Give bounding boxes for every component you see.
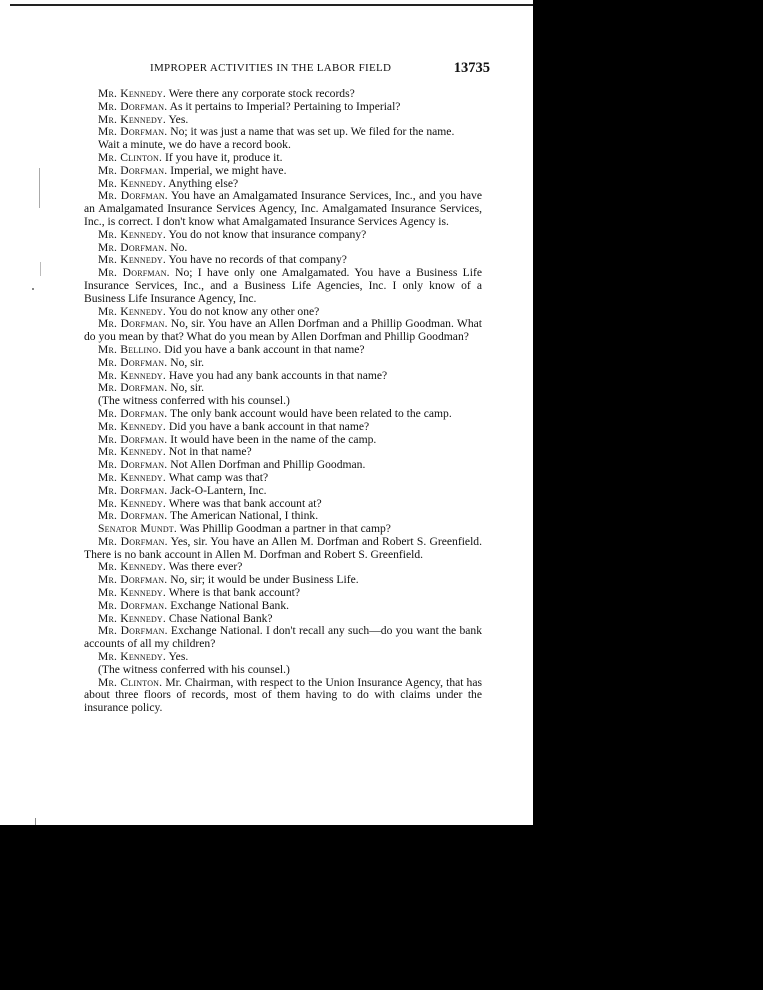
statement-text: Chase National Bank? — [166, 611, 273, 625]
statement-text: Exchange National. I don't recall any such—do you want the bank accounts of all my children? — [84, 624, 482, 651]
testimony-paragraph — [84, 190, 482, 228]
statement-text: Was Phillip Goodman a partner in that camp? — [176, 522, 391, 536]
testimony-body — [84, 88, 482, 715]
speaker-name: Mr. Dorfman. — [98, 99, 168, 113]
statement-text: You do not know that insurance company? — [166, 227, 367, 241]
statement-text: No. — [167, 240, 188, 254]
speaker-name: Mr. Kennedy. — [98, 112, 166, 126]
speaker-name: Mr. Kennedy. — [98, 227, 166, 241]
statement-text: Exchange National Bank. — [167, 598, 290, 612]
speaker-name: Mr. Dorfman. — [98, 266, 170, 280]
speaker-name: Mr. Dorfman. — [98, 355, 168, 369]
speaker-name: Mr. Dorfman. — [98, 406, 168, 420]
statement-text: Imperial, we might have. — [167, 163, 287, 177]
speaker-name: Mr. Clinton. — [98, 675, 163, 689]
statement-text: The American National, I think. — [167, 509, 319, 523]
speaker-name: Mr. Dorfman. — [98, 598, 168, 612]
speaker-name: Mr. Dorfman. — [98, 573, 168, 587]
speaker-name: Mr. Kennedy. — [98, 650, 166, 664]
speaker-name: Mr. Kennedy. — [98, 368, 166, 382]
statement-text: No; it was just a name that was set up. We filed for the name. — [167, 125, 455, 139]
speaker-name: Mr. Clinton. — [98, 150, 163, 164]
testimony-paragraph — [84, 318, 482, 344]
speaker-name: Mr. Kennedy. — [98, 87, 166, 100]
testimony-paragraph — [84, 677, 482, 715]
speaker-name: Mr. Dorfman. — [98, 483, 168, 497]
statement-text: Mr. Chairman, with respect to the Union Insurance Agency, that has about three floors of records, most of them having to do with claims under the insurance policy. — [84, 675, 482, 715]
speaker-name: Mr. Dorfman. — [98, 432, 168, 446]
statement-text: No, sir. — [167, 355, 205, 369]
statement-text: Were there any corporate stock records? — [166, 87, 355, 100]
speaker-name: Mr. Kennedy. — [98, 419, 166, 433]
speaker-name: Mr. Dorfman. — [98, 509, 168, 523]
page-number: 13735 — [453, 60, 490, 76]
speaker-name: Mr. Kennedy. — [98, 560, 166, 574]
speaker-name: Mr. Dorfman. — [98, 534, 168, 548]
speaker-name: Mr. Dorfman. — [98, 317, 168, 331]
statement-text: Where is that bank account? — [166, 586, 301, 600]
statement-text: It would have been in the name of the camp. — [167, 432, 377, 446]
statement-text: If you have it, produce it. — [162, 150, 283, 164]
margin-mark — [35, 818, 36, 825]
speaker-name: Mr. Dorfman. — [98, 381, 168, 395]
margin-mark — [39, 168, 40, 208]
speaker-name: Mr. Dorfman. — [98, 240, 168, 254]
statement-text: The only bank account would have been related to the camp. — [167, 406, 452, 420]
statement-text: No, sir. You have an Allen Dorfman and a Phillip Goodman. What do you mean by that? What do you mean by Allen Dorfman and Phillip Goodman? — [84, 317, 482, 344]
margin-mark — [40, 262, 41, 276]
statement-text: Not in that name? — [166, 445, 252, 459]
statement-text: As it pertains to Imperial? Pertaining to Imperial? — [167, 99, 401, 113]
statement-text: Yes, sir. You have an Allen M. Dorfman and Robert S. Greenfield. There is no bank account in Allen M. Dorfman and Robert S. Greenfield. — [84, 534, 482, 561]
statement-text: Was there ever? — [166, 560, 243, 574]
running-head: IMPROPER ACTIVITIES IN THE LABOR FIELD — [150, 62, 392, 74]
statement-text: Yes. — [166, 650, 189, 664]
speaker-name: Mr. Kennedy. — [98, 586, 166, 600]
statement-text: (The witness conferred with his counsel.) — [98, 662, 290, 676]
statement-text: No; I have only one Amalgamated. You have a Business Life Insurance Services, Inc., and a Business Life Agencies, Inc. I only know of a Business Life Insurance Agency, Inc. — [84, 266, 482, 305]
speaker-name: Mr. Kennedy. — [98, 445, 166, 459]
speaker-name: Mr. Dorfman. — [98, 125, 168, 139]
speaker-name: Mr. Kennedy. — [98, 470, 166, 484]
speaker-name: Mr. Dorfman. — [98, 458, 168, 472]
testimony-paragraph — [84, 536, 482, 562]
statement-text: You have no records of that company? — [166, 253, 347, 267]
page-header — [150, 60, 490, 78]
speaker-name: Senator Mundt. — [98, 522, 177, 536]
speaker-name: Mr. Bellino. — [98, 342, 162, 356]
top-rule — [10, 4, 533, 6]
speaker-name: Mr. Kennedy. — [98, 611, 166, 625]
statement-text: You do not know any other one? — [166, 304, 320, 318]
statement-text: Yes. — [166, 112, 189, 126]
statement-text: Not Allen Dorfman and Phillip Goodman. — [167, 458, 366, 472]
statement-text: What camp was that? — [166, 470, 269, 484]
statement-text: Did you have a bank account in that name? — [166, 419, 370, 433]
statement-text: No, sir; it would be under Business Life. — [167, 573, 359, 587]
speaker-name: Mr. Dorfman. — [98, 624, 168, 638]
margin-mark — [32, 288, 34, 290]
statement-text: Where was that bank account at? — [166, 496, 322, 510]
statement-text: Anything else? — [166, 176, 239, 190]
statement-text: Did you have a bank account in that name? — [161, 342, 365, 356]
speaker-name: Mr. Dorfman. — [98, 189, 168, 203]
speaker-name: Mr. Dorfman. — [98, 163, 168, 177]
statement-text: Have you had any bank accounts in that name? — [166, 368, 388, 382]
speaker-name: Mr. Kennedy. — [98, 496, 166, 510]
testimony-paragraph — [84, 267, 482, 305]
statement-text: You have an Amalgamated Insurance Services, Inc., and you have an Amalgamated Insurance Services Agency, Inc. Amalgamated Insurance Services, Inc., is correct. I don't know what Amalgamated Insurance Services Agency is. — [84, 189, 483, 228]
speaker-name: Mr. Kennedy. — [98, 253, 166, 267]
statement-text: (The witness conferred with his counsel.) — [98, 394, 290, 408]
statement-text: No, sir. — [167, 381, 205, 395]
statement-text: Jack-O-Lantern, Inc. — [167, 483, 267, 497]
speaker-name: Mr. Kennedy. — [98, 304, 166, 318]
statement-text: Wait a minute, we do have a record book. — [98, 138, 291, 152]
speaker-name: Mr. Kennedy. — [98, 176, 166, 190]
testimony-paragraph — [84, 625, 482, 651]
